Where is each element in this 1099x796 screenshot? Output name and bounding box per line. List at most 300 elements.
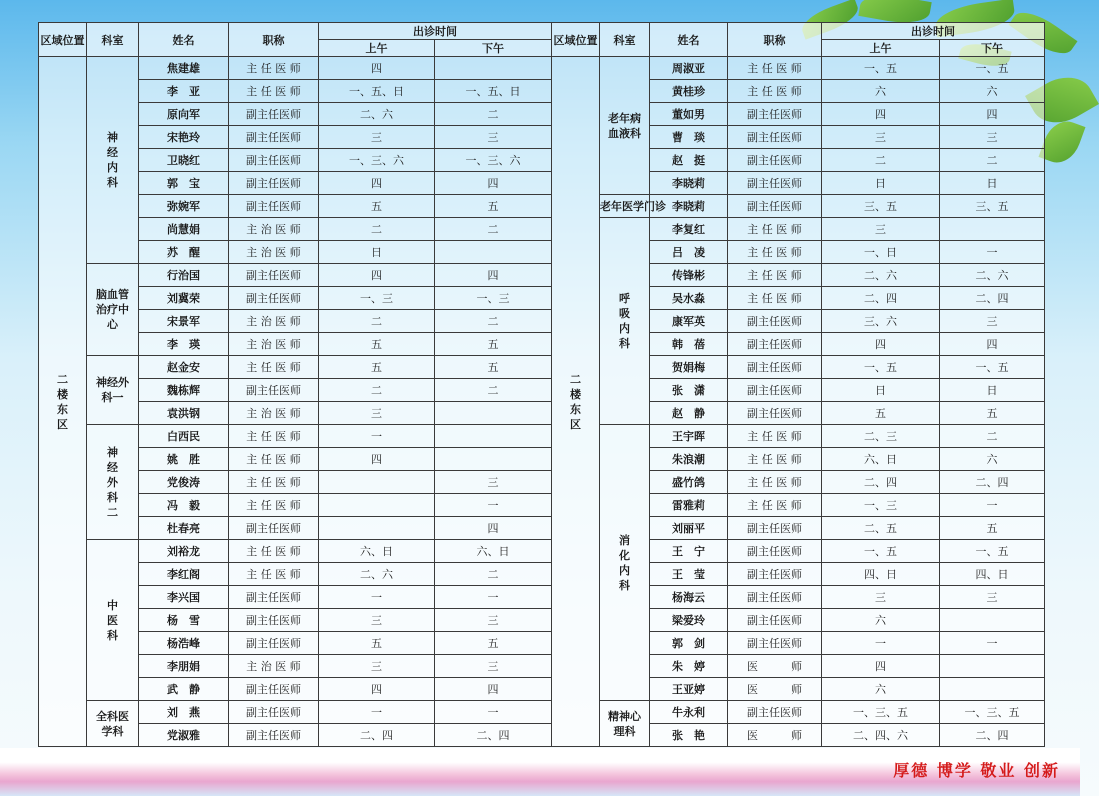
- schedule-row: [39, 655, 1045, 678]
- department-label: 神经外科二: [107, 445, 118, 519]
- department-label: 脑血管治疗中心: [96, 288, 129, 331]
- doctor-name: 雷雅莉: [650, 494, 728, 517]
- doctor-name: 宋景军: [139, 310, 229, 333]
- leaf-decoration: [1039, 116, 1086, 169]
- area-cell: [552, 57, 600, 747]
- pm-days: 三: [435, 655, 552, 678]
- doctor-name: 袁洪钢: [139, 402, 229, 425]
- doctor-name: 王 莹: [650, 563, 728, 586]
- am-days: 一、五: [822, 540, 940, 563]
- am-days: 六: [822, 80, 940, 103]
- schedule-row: [39, 609, 1045, 632]
- department-label: 神经外科一: [96, 376, 129, 404]
- pm-days: 五: [940, 402, 1045, 425]
- doctor-name: 焦建雄: [139, 57, 229, 80]
- doctor-title: 副主任医师: [728, 609, 822, 632]
- pm-days: 日: [940, 379, 1045, 402]
- am-days: 四、日: [822, 563, 940, 586]
- am-days: 一、日: [822, 241, 940, 264]
- doctor-name: 党俊涛: [139, 471, 229, 494]
- am-days: 三、六: [822, 310, 940, 333]
- schedule-row: [39, 586, 1045, 609]
- schedule-wrapper: [38, 22, 1044, 748]
- doctor-name: 李复红: [650, 218, 728, 241]
- doctor-title: 主 治 医 师: [229, 333, 319, 356]
- pm-days: 五: [435, 195, 552, 218]
- doctor-name: 李红阁: [139, 563, 229, 586]
- doctor-name: 行治国: [139, 264, 229, 287]
- doctor-title: 主 任 医 师: [229, 80, 319, 103]
- am-days: 三: [822, 586, 940, 609]
- am-days: 五: [319, 195, 435, 218]
- am-days: 五: [319, 632, 435, 655]
- header-name: 姓名: [650, 23, 728, 57]
- pm-days: 一、五: [940, 356, 1045, 379]
- doctor-title: 主 任 医 师: [229, 471, 319, 494]
- pm-days: 一、五、日: [435, 80, 552, 103]
- doctor-title: 副主任医师: [728, 540, 822, 563]
- schedule-row: [39, 333, 1045, 356]
- am-days: 三: [319, 609, 435, 632]
- doctor-title: 主 任 医 师: [728, 425, 822, 448]
- doctor-name: 赵 静: [650, 402, 728, 425]
- doctor-name: 吴水淼: [650, 287, 728, 310]
- pm-days: [435, 448, 552, 471]
- doctor-title: 医 师: [728, 724, 822, 747]
- department-cell: [87, 264, 139, 356]
- pm-days: 二: [435, 103, 552, 126]
- header-am: 上午: [319, 40, 435, 57]
- doctor-name: 郭 宝: [139, 172, 229, 195]
- pm-days: 二、四: [435, 724, 552, 747]
- department-label: 消化内科: [619, 533, 630, 592]
- am-days: [319, 494, 435, 517]
- header-clinic-time: 出诊时间: [822, 23, 1045, 40]
- doctor-title: 副主任医师: [728, 379, 822, 402]
- am-days: 四: [822, 333, 940, 356]
- doctor-title: 副主任医师: [229, 517, 319, 540]
- schedule-row: [39, 540, 1045, 563]
- am-days: 二、六: [822, 264, 940, 287]
- doctor-title: 主 任 医 师: [229, 494, 319, 517]
- pm-days: 一: [940, 632, 1045, 655]
- doctor-name: 刘丽平: [650, 517, 728, 540]
- doctor-title: 主 任 医 师: [229, 540, 319, 563]
- pm-days: 四: [435, 517, 552, 540]
- department-cell: [87, 540, 139, 701]
- header-pm: 下午: [435, 40, 552, 57]
- doctor-title: 副主任医师: [229, 195, 319, 218]
- pm-days: 二: [940, 149, 1045, 172]
- schedule-row: [39, 57, 1045, 80]
- pm-days: 二: [435, 310, 552, 333]
- am-days: 三: [822, 126, 940, 149]
- doctor-name: 韩 蓓: [650, 333, 728, 356]
- area-label: 二楼东区: [570, 372, 581, 431]
- department-label: 全科医学科: [96, 709, 129, 738]
- pm-days: 二: [435, 379, 552, 402]
- am-days: 一: [822, 632, 940, 655]
- doctor-title: 副主任医师: [728, 310, 822, 333]
- doctor-title: 副主任医师: [728, 333, 822, 356]
- schedule-row: [39, 701, 1045, 724]
- doctor-title: 副主任医师: [728, 149, 822, 172]
- pm-days: 六: [940, 448, 1045, 471]
- am-days: 二: [319, 218, 435, 241]
- department-cell: [600, 195, 666, 218]
- doctor-name: 董如男: [650, 103, 728, 126]
- pm-days: 一: [435, 701, 552, 724]
- doctor-name: 贺娟梅: [650, 356, 728, 379]
- am-days: 一: [319, 425, 435, 448]
- doctor-name: 李 亚: [139, 80, 229, 103]
- department-cell: [600, 57, 650, 195]
- pm-days: 三: [435, 471, 552, 494]
- doctor-name: 李朋娟: [139, 655, 229, 678]
- header-title: 职称: [229, 23, 319, 57]
- header-pm: 下午: [940, 40, 1045, 57]
- am-days: 一、五: [822, 356, 940, 379]
- doctor-title: 副主任医师: [229, 701, 319, 724]
- doctor-name: 赵金安: [139, 356, 229, 379]
- header-clinic-time: 出诊时间: [319, 23, 552, 40]
- pm-days: 二: [435, 563, 552, 586]
- am-days: 日: [319, 241, 435, 264]
- am-days: 日: [822, 172, 940, 195]
- pm-days: 三: [940, 310, 1045, 333]
- doctor-name: 武 静: [139, 678, 229, 701]
- doctor-name: 张 潇: [650, 379, 728, 402]
- am-days: 二、四: [319, 724, 435, 747]
- doctor-title: 主 任 医 师: [229, 448, 319, 471]
- schedule-row: [39, 126, 1045, 149]
- department-label: 中医科: [107, 598, 118, 642]
- doctor-name: 白西民: [139, 425, 229, 448]
- am-days: 六、日: [319, 540, 435, 563]
- doctor-title: 主 任 医 师: [728, 448, 822, 471]
- area-label: 二楼东区: [57, 372, 68, 431]
- pm-days: [940, 655, 1045, 678]
- doctor-name: 吕 凌: [650, 241, 728, 264]
- am-days: 一、五、日: [319, 80, 435, 103]
- doctor-name: 党淑雅: [139, 724, 229, 747]
- schedule-row: [39, 563, 1045, 586]
- schedule-row: [39, 80, 1045, 103]
- pm-days: 一、五: [940, 57, 1045, 80]
- am-days: 一: [319, 586, 435, 609]
- am-days: 二、四: [822, 287, 940, 310]
- doctor-title: 副主任医师: [728, 402, 822, 425]
- schedule-row: [39, 287, 1045, 310]
- doctor-name: 赵 挺: [650, 149, 728, 172]
- doctor-title: 主 治 医 师: [229, 655, 319, 678]
- doctor-name: 杜春亮: [139, 517, 229, 540]
- header-dept: 科室: [87, 23, 139, 57]
- doctor-title: 副主任医师: [229, 172, 319, 195]
- am-days: 一、三、六: [319, 149, 435, 172]
- doctor-name: 朱浪潮: [650, 448, 728, 471]
- doctor-title: 主 治 医 师: [229, 310, 319, 333]
- schedule-row: [39, 678, 1045, 701]
- header-row: [39, 23, 1045, 40]
- doctor-title: 副主任医师: [229, 149, 319, 172]
- am-days: 二、六: [319, 563, 435, 586]
- doctor-title: 副主任医师: [229, 678, 319, 701]
- am-days: 四: [319, 172, 435, 195]
- hospital-slogan: 厚德 博学 敬业 创新: [893, 761, 1060, 780]
- pm-days: [435, 57, 552, 80]
- pm-days: 四: [940, 333, 1045, 356]
- schedule-row: [39, 195, 1045, 218]
- department-label: 精神心理科: [608, 709, 641, 738]
- am-days: 六、日: [822, 448, 940, 471]
- pm-days: 一: [435, 494, 552, 517]
- doctor-title: 副主任医师: [728, 563, 822, 586]
- pm-days: 四: [435, 678, 552, 701]
- doctor-title: 主 治 医 师: [229, 241, 319, 264]
- doctor-name: 黄桂珍: [650, 80, 728, 103]
- schedule-row: [39, 724, 1045, 747]
- doctor-name: 朱 婷: [650, 655, 728, 678]
- schedule-row: [39, 425, 1045, 448]
- am-days: 一、三、五: [822, 701, 940, 724]
- department-cell: [87, 425, 139, 540]
- pm-days: [940, 609, 1045, 632]
- doctor-title: 副主任医师: [229, 126, 319, 149]
- am-days: [319, 517, 435, 540]
- pm-days: 五: [940, 517, 1045, 540]
- am-days: 一、三: [319, 287, 435, 310]
- schedule-row: [39, 517, 1045, 540]
- am-days: 二、四、六: [822, 724, 940, 747]
- department-cell: [87, 356, 139, 425]
- am-days: 四: [319, 448, 435, 471]
- am-days: 一、五: [822, 57, 940, 80]
- pm-days: 五: [435, 356, 552, 379]
- doctor-name: 姚 胜: [139, 448, 229, 471]
- am-days: 二、四: [822, 471, 940, 494]
- doctor-title: 医 师: [728, 678, 822, 701]
- header-title: 职称: [728, 23, 822, 57]
- doctor-name: 原向军: [139, 103, 229, 126]
- department-label: 神经内科: [107, 131, 118, 189]
- header-dept: 科室: [600, 23, 650, 57]
- schedule-row: [39, 149, 1045, 172]
- schedule-row: [39, 172, 1045, 195]
- doctor-title: 主 任 医 师: [728, 80, 822, 103]
- doctor-title: 副主任医师: [728, 517, 822, 540]
- pm-days: 四: [435, 264, 552, 287]
- header-area: 区域位置: [552, 23, 600, 57]
- doctor-name: 郭 剑: [650, 632, 728, 655]
- department-cell: [87, 701, 139, 747]
- doctor-title: 副主任医师: [229, 287, 319, 310]
- am-days: 四: [822, 103, 940, 126]
- pm-days: 四: [435, 172, 552, 195]
- schedule-row: [39, 471, 1045, 494]
- doctor-name: 王 宁: [650, 540, 728, 563]
- doctor-name: 康军英: [650, 310, 728, 333]
- doctor-name: 刘裕龙: [139, 540, 229, 563]
- doctor-name: 王宇晖: [650, 425, 728, 448]
- pm-days: [435, 402, 552, 425]
- doctor-title: 主 任 医 师: [728, 241, 822, 264]
- doctor-name: 牛永利: [650, 701, 728, 724]
- am-days: 四: [319, 678, 435, 701]
- am-days: 三: [319, 402, 435, 425]
- am-days: 六: [822, 609, 940, 632]
- doctor-name: 杨海云: [650, 586, 728, 609]
- header-area: 区域位置: [39, 23, 87, 57]
- pm-days: 三: [940, 586, 1045, 609]
- am-days: 一: [319, 701, 435, 724]
- schedule-row: [39, 632, 1045, 655]
- doctor-title: 副主任医师: [728, 356, 822, 379]
- doctor-title: 副主任医师: [229, 379, 319, 402]
- area-cell: [39, 57, 87, 747]
- doctor-title: 主 治 医 师: [229, 218, 319, 241]
- pm-days: 一、三、六: [435, 149, 552, 172]
- doctor-title: 主 任 医 师: [728, 57, 822, 80]
- schedule-row: [39, 448, 1045, 471]
- am-days: 四: [319, 57, 435, 80]
- pm-days: 二、四: [940, 287, 1045, 310]
- pm-days: 六: [940, 80, 1045, 103]
- doctor-title: 主 任 医 师: [728, 264, 822, 287]
- schedule-row: [39, 218, 1045, 241]
- am-days: [319, 471, 435, 494]
- am-days: 四: [822, 655, 940, 678]
- doctor-title: 副主任医师: [728, 103, 822, 126]
- pm-days: 三: [435, 609, 552, 632]
- doctor-name: 杨 雪: [139, 609, 229, 632]
- doctor-title: 副主任医师: [728, 586, 822, 609]
- schedule-row: [39, 402, 1045, 425]
- am-days: 三: [319, 126, 435, 149]
- doctor-title: 副主任医师: [728, 195, 822, 218]
- schedule-row: [39, 379, 1045, 402]
- pm-days: 二: [940, 425, 1045, 448]
- doctor-title: 副主任医师: [229, 632, 319, 655]
- pm-days: 一、三: [435, 287, 552, 310]
- schedule-row: [39, 356, 1045, 379]
- doctor-title: 副主任医师: [728, 701, 822, 724]
- doctor-title: 副主任医师: [229, 609, 319, 632]
- pm-days: 一、五: [940, 540, 1045, 563]
- doctor-title: 主 治 医 师: [229, 402, 319, 425]
- pm-days: 一: [940, 494, 1045, 517]
- doctor-title: 副主任医师: [229, 103, 319, 126]
- doctor-title: 副主任医师: [229, 724, 319, 747]
- am-days: 五: [822, 402, 940, 425]
- pm-days: 五: [435, 333, 552, 356]
- pm-days: 一: [940, 241, 1045, 264]
- pm-days: [940, 218, 1045, 241]
- pm-days: [940, 678, 1045, 701]
- pm-days: 一、三、五: [940, 701, 1045, 724]
- doctor-title: 主 任 医 师: [728, 218, 822, 241]
- pm-days: 四、日: [940, 563, 1045, 586]
- am-days: 二: [822, 149, 940, 172]
- am-days: 二、六: [319, 103, 435, 126]
- am-days: 二、三: [822, 425, 940, 448]
- pm-days: 二: [435, 218, 552, 241]
- schedule-row: [39, 310, 1045, 333]
- am-days: 三: [319, 655, 435, 678]
- am-days: 四: [319, 264, 435, 287]
- doctor-name: 宋艳玲: [139, 126, 229, 149]
- doctor-name: 李兴国: [139, 586, 229, 609]
- am-days: 一、三: [822, 494, 940, 517]
- doctor-title: 主 任 医 师: [728, 471, 822, 494]
- doctor-name: 李晓莉: [650, 195, 728, 218]
- doctor-name: 弥婉军: [139, 195, 229, 218]
- pm-days: 五: [435, 632, 552, 655]
- doctor-name: 李 瑛: [139, 333, 229, 356]
- pm-days: 二、四: [940, 724, 1045, 747]
- am-days: 三、五: [822, 195, 940, 218]
- doctor-title: 主 任 医 师: [229, 425, 319, 448]
- pm-days: 六、日: [435, 540, 552, 563]
- am-days: 日: [822, 379, 940, 402]
- schedule-row: [39, 241, 1045, 264]
- schedule-row: [39, 264, 1045, 287]
- header-name: 姓名: [139, 23, 229, 57]
- department-cell: [600, 701, 650, 747]
- pm-days: [435, 241, 552, 264]
- doctor-title: 医 师: [728, 655, 822, 678]
- doctor-name: 盛竹鸽: [650, 471, 728, 494]
- doctor-name: 刘冀荣: [139, 287, 229, 310]
- doctor-title: 副主任医师: [229, 264, 319, 287]
- clinic-schedule-table: [38, 22, 1045, 747]
- pm-days: 四: [940, 103, 1045, 126]
- department-cell: [600, 425, 650, 701]
- doctor-title: 副主任医师: [229, 586, 319, 609]
- header-am: 上午: [822, 40, 940, 57]
- schedule-row: [39, 494, 1045, 517]
- department-label: 老年医学门诊: [600, 200, 666, 213]
- am-days: 五: [319, 333, 435, 356]
- doctor-name: 王亚婷: [650, 678, 728, 701]
- doctor-name: 尚慧娟: [139, 218, 229, 241]
- am-days: 六: [822, 678, 940, 701]
- doctor-name: 魏栋辉: [139, 379, 229, 402]
- doctor-title: 主 任 医 师: [728, 287, 822, 310]
- am-days: 二、五: [822, 517, 940, 540]
- doctor-name: 李晓莉: [650, 172, 728, 195]
- department-cell: [600, 218, 650, 425]
- doctor-name: 张 艳: [650, 724, 728, 747]
- pm-days: 三: [435, 126, 552, 149]
- schedule-body: [39, 23, 1045, 747]
- am-days: 三: [822, 218, 940, 241]
- doctor-title: 副主任医师: [728, 126, 822, 149]
- pm-days: 二、六: [940, 264, 1045, 287]
- doctor-name: 刘 燕: [139, 701, 229, 724]
- doctor-title: 主 任 医 师: [728, 494, 822, 517]
- doctor-title: 主 任 医 师: [229, 563, 319, 586]
- doctor-name: 梁爱玲: [650, 609, 728, 632]
- doctor-name: 杨浩峰: [139, 632, 229, 655]
- pm-days: 日: [940, 172, 1045, 195]
- doctor-title: 副主任医师: [728, 632, 822, 655]
- pm-days: [435, 425, 552, 448]
- pm-days: 二、四: [940, 471, 1045, 494]
- doctor-name: 曹 琰: [650, 126, 728, 149]
- pm-days: 三、五: [940, 195, 1045, 218]
- department-label: 老年病血液科: [608, 111, 641, 140]
